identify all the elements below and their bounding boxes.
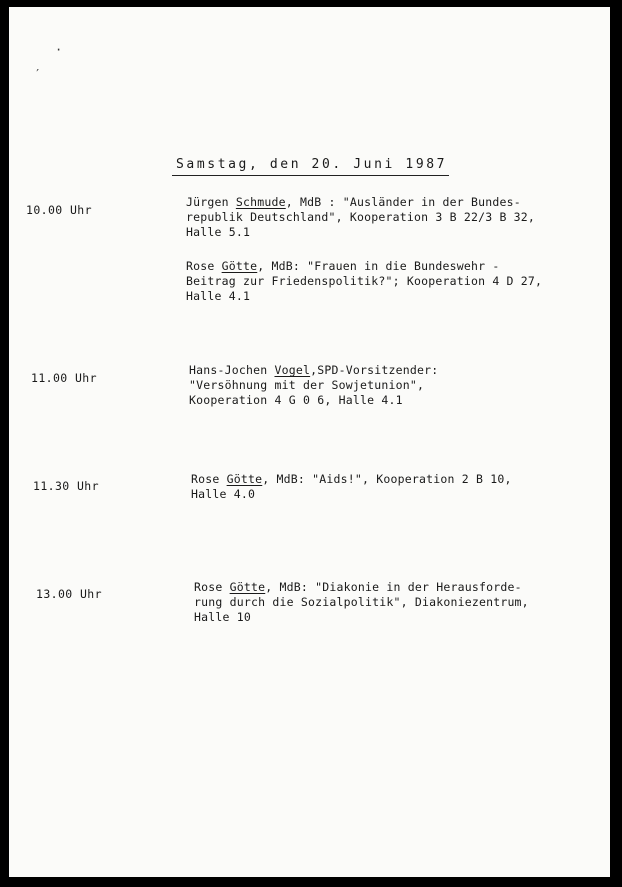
schedule-entry [189, 363, 438, 408]
entry-line [194, 595, 529, 610]
time-label: 13.00 Uhr [36, 587, 102, 601]
entry-text: Halle 4.1 [186, 289, 251, 303]
entry-text: Halle 5.1 [186, 225, 251, 239]
entry-line [189, 393, 438, 408]
entry-text: , MdB: "Frauen in die Bundeswehr - [257, 259, 500, 273]
time-label: 11.30 Uhr [33, 479, 99, 493]
schedule-entry [194, 580, 529, 625]
entry-line [194, 580, 529, 595]
schedule-entry [186, 195, 535, 240]
speaker-name: Schmude [235, 195, 286, 209]
entry-text: Hans-Jochen [189, 363, 275, 377]
entry-line [186, 274, 542, 289]
entry-text: , MdB: "Diakonie in der Herausforde- [265, 580, 522, 594]
entry-line [191, 472, 512, 487]
entry-line [186, 225, 535, 240]
scan-speck: · [55, 43, 63, 57]
document-page [9, 7, 610, 877]
entry-line [186, 259, 542, 274]
time-label: 10.00 Uhr [26, 203, 92, 217]
entry-line [186, 289, 542, 304]
schedule-entry [191, 472, 512, 502]
entry-text: rung durch die Sozialpolitik", Diakoniezentrum, [194, 595, 529, 609]
entry-line [186, 195, 535, 210]
entry-text: Halle 4.0 [191, 487, 256, 501]
speaker-name: Götte [226, 472, 263, 486]
schedule-entry [186, 259, 542, 304]
entry-text: Jürgen [186, 195, 236, 209]
entry-line [191, 487, 512, 502]
entry-text: Kooperation 4 G 0 6, Halle 4.1 [189, 393, 403, 407]
entry-line [186, 210, 535, 225]
entry-text: Rose [186, 259, 222, 273]
entry-text: , MdB: "Aids!", Kooperation 2 B 10, [262, 472, 512, 486]
speaker-name: Götte [229, 580, 266, 594]
entry-line [194, 610, 529, 625]
entry-text: Rose [194, 580, 230, 594]
entry-text: Beitrag zur Friedenspolitik?"; Kooperation 4 D 27, [186, 274, 543, 288]
entry-text: Rose [191, 472, 227, 486]
entry-text: republik Deutschland", Kooperation 3 B 22/3 B 32, [186, 210, 536, 224]
entry-text: , MdB : "Ausländer in der Bundes- [285, 195, 521, 209]
speaker-name: Götte [221, 259, 258, 273]
speaker-name: Vogel [274, 363, 311, 377]
time-label: 11.00 Uhr [31, 371, 97, 385]
entry-line [189, 363, 438, 378]
page-heading: Samstag, den 20. Juni 1987 [172, 157, 449, 176]
entry-text: "Versöhnung mit der Sowjetunion", [189, 378, 425, 392]
entry-text: ,SPD-Vorsitzender: [310, 363, 439, 377]
entry-line [189, 378, 438, 393]
scan-speck: ′ [34, 67, 42, 81]
entry-text: Halle 10 [194, 610, 251, 624]
